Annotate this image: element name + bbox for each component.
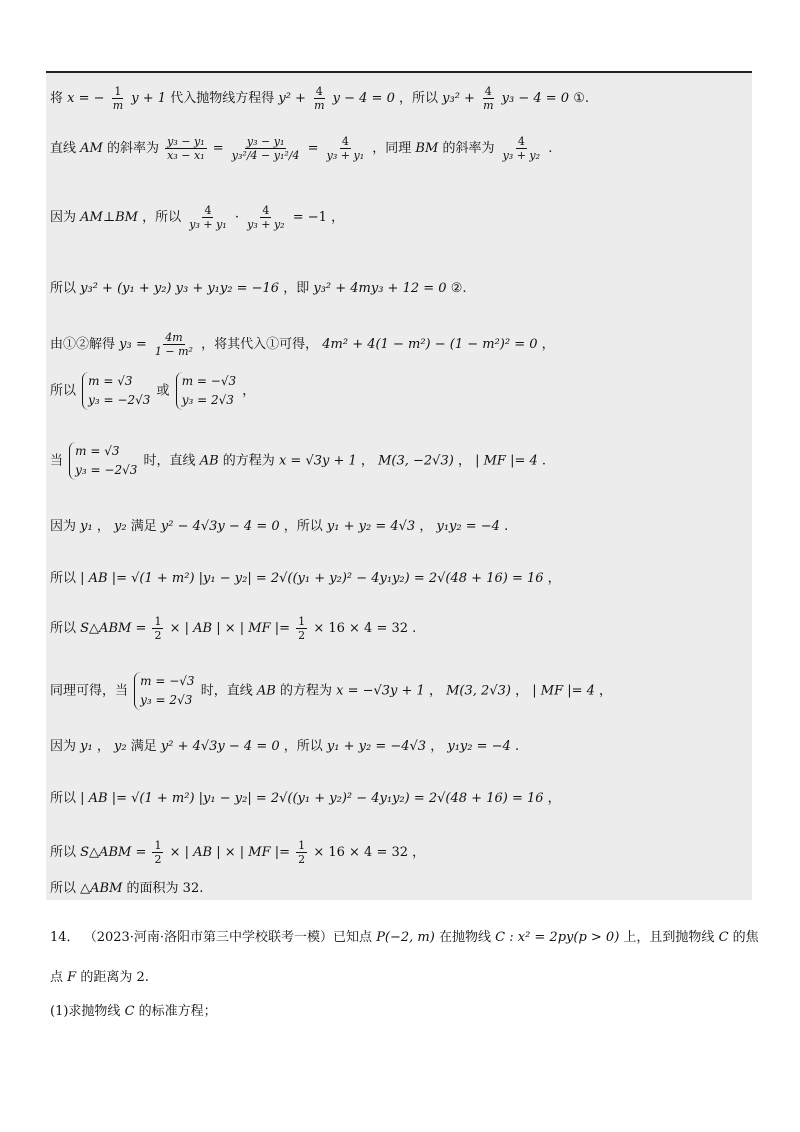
text: 或	[156, 383, 170, 399]
math: C	[718, 930, 729, 945]
math: x = −	[67, 91, 105, 106]
text: ，所以	[283, 519, 323, 534]
question-number: 14．	[50, 930, 80, 945]
text: ，	[547, 571, 561, 586]
text: ②.	[450, 281, 467, 296]
solution-line-2: 直线 AM 的斜率为 $\frac{\text{y₃ − y₁}}{\text{x₃ − x₁}}$ = $\frac{\text{y₃ − y₁}}{\text{y₃²/4 − y₁²/4}}$ = $\frac{4}{\text{y₃ + y₁}}$ ，同理 BM 的斜率为 $\frac{4}{\text{y₃ + y₂}}$ .	[50, 135, 553, 162]
math: y₃² + (y₁ + y₂) y₃ + y₁y₂ = −16	[80, 281, 280, 296]
solution-line-6	[50, 372, 255, 410]
solution-line-3: 因为 AM⊥BM ，所以 $\frac{4}{\text{y₃ + y₁}}$ · $\frac{4}{\text{y₃ + y₂}}$ = −1 ，	[50, 204, 345, 231]
text: 所以	[50, 791, 77, 806]
math: x = −√3y + 1	[336, 683, 425, 699]
fraction: $\frac{1}{2}$	[298, 839, 306, 866]
math: y₁ + y₂ = 4√3	[326, 519, 416, 534]
text: 所以	[50, 845, 77, 860]
math: y₁ + y₂ = −4√3	[326, 739, 427, 754]
math: AB	[256, 683, 276, 699]
math: S△ABM =	[80, 621, 147, 636]
text: 将	[50, 91, 64, 106]
text: 所以	[50, 621, 77, 636]
fraction: $\frac{\text{y₃ − y₁}}{\text{y₃²/4 − y₁²/4}}$	[231, 135, 300, 162]
text: ，同理	[372, 141, 412, 156]
text: 的方程为	[222, 453, 275, 469]
text: ，	[541, 337, 555, 352]
math: M(3, 2√3)	[446, 683, 511, 699]
fraction: $\frac{4}{m}$	[314, 85, 325, 112]
text: ，	[419, 519, 433, 534]
math: F	[67, 970, 77, 985]
math: y₂	[114, 739, 127, 754]
text: .	[541, 453, 547, 469]
text: ，	[430, 739, 444, 754]
math: y − 4 = 0	[332, 91, 395, 106]
math: △ABM	[80, 881, 123, 896]
text: ，	[96, 739, 110, 754]
solution-line-5	[50, 332, 555, 357]
case-brace: m = −√3 y₃ = 2√3	[134, 672, 194, 710]
text: 上，且到抛物线	[623, 930, 715, 945]
text: 在抛物线	[438, 930, 491, 945]
text: 直线	[50, 141, 77, 156]
case-brace: m = √3 y₃ = −2√3	[69, 442, 137, 480]
text: ①.	[573, 91, 590, 106]
text: 时，直线	[200, 683, 253, 699]
math: | MF |= 4	[532, 683, 595, 699]
math: y² − 4√3y − 4 = 0	[160, 519, 280, 534]
text: ，所以	[142, 210, 182, 225]
math: × | AB | × | MF |=	[169, 845, 291, 860]
math: BM	[415, 141, 439, 156]
fraction: $\frac{1}{2}$	[154, 615, 162, 642]
text: 满足	[130, 739, 157, 754]
text: .	[514, 739, 520, 754]
question-14-line-2	[50, 966, 149, 985]
text: 的斜率为	[442, 141, 495, 156]
text: 当	[50, 453, 64, 469]
text: 的标准方程；	[138, 1004, 217, 1019]
text: ，	[547, 791, 561, 806]
text: 的方程为	[279, 683, 332, 699]
text: ，所以	[283, 739, 323, 754]
solution-line-10	[50, 616, 416, 641]
text: 所以	[50, 281, 77, 296]
text: 的距离为 2.	[80, 970, 149, 985]
solution-line-8	[50, 520, 508, 533]
fraction: $\frac{4}{\text{y₃ + y₁}}$	[326, 135, 365, 162]
solution-line-15	[50, 882, 203, 895]
fraction: $\frac{4}{\text{y₃ + y₂}}$	[502, 135, 541, 162]
text: 的面积为 32.	[126, 881, 204, 896]
math: × 16 × 4 = 32	[313, 621, 409, 636]
text: 的斜率为	[107, 141, 160, 156]
text: (1)求抛物线	[50, 1004, 121, 1019]
math: | MF |= 4	[475, 453, 538, 469]
math: AB	[199, 453, 219, 469]
text: ，	[242, 383, 256, 399]
math: y² + 4√3y − 4 = 0	[160, 739, 280, 754]
math: AM⊥BM	[80, 210, 138, 225]
solution-line-4	[50, 282, 467, 295]
text: ，	[515, 683, 529, 699]
solution-panel	[46, 73, 752, 900]
fraction: $\frac{1}{2}$	[154, 839, 162, 866]
case-brace: m = −√3 y₃ = 2√3	[176, 372, 236, 410]
math: y₁	[80, 739, 93, 754]
solution-line-11	[50, 672, 612, 710]
math: AM	[80, 141, 103, 156]
text: .	[548, 141, 553, 156]
solution-line-14	[50, 840, 425, 865]
fraction: $\frac{4}{m}$	[483, 85, 494, 112]
fraction: $\frac{1}{2}$	[298, 615, 306, 642]
math: y₃ − 4 = 0	[501, 91, 570, 106]
text: 由①②解得	[50, 337, 116, 352]
math: y² +	[278, 91, 311, 106]
text: 同理可得，当	[50, 683, 129, 699]
math: y₃² +	[442, 91, 480, 106]
math: y₁	[80, 519, 93, 534]
solution-line-1	[50, 86, 589, 111]
text: 所以	[50, 571, 77, 586]
text: 因为	[50, 519, 77, 534]
text: .	[412, 621, 417, 636]
math: S△ABM =	[80, 845, 147, 860]
text: 的焦	[732, 930, 759, 945]
text: ，	[428, 683, 442, 699]
case-brace: m = √3 y₃ = −2√3	[82, 372, 150, 410]
math: y₁y₂ = −4	[447, 739, 511, 754]
question-source: （2023·河南·洛阳市第三中学校联考一模）已知点	[83, 930, 373, 945]
solution-line-9	[50, 572, 561, 585]
math: = −1	[292, 210, 327, 225]
text: 时，直线	[143, 453, 196, 469]
text: ，	[360, 453, 374, 469]
math: y₃ =	[119, 337, 147, 352]
math: x = √3y + 1	[278, 453, 357, 469]
math: y₁y₂ = −4	[436, 519, 500, 534]
text: ，	[412, 845, 426, 860]
text: ，即	[283, 281, 310, 296]
fraction: $\frac{1}{m}$	[112, 85, 124, 112]
solution-line-12	[50, 740, 519, 753]
math: | AB |= √(1 + m²) |y₁ − y₂| = 2√((y₁ + y₂)² − 4y₁y₂) = 2√(48 + 16) = 16	[80, 571, 544, 586]
text: ，	[96, 519, 110, 534]
math: M(3, −2√3)	[378, 453, 454, 469]
math: C : x² = 2py(p > 0)	[495, 930, 620, 945]
fraction: $\frac{4}{\text{y₃ + y₁}}$	[189, 204, 227, 231]
text: .	[504, 519, 509, 534]
fraction: $\frac{\text{y₃ − y₁}}{\text{x₃ − x₁}}$	[167, 135, 205, 162]
math: C	[124, 1004, 135, 1019]
text: ，	[457, 453, 471, 469]
math: y₂	[114, 519, 127, 534]
text: 点	[50, 970, 64, 985]
math: × | AB | × | MF |=	[169, 621, 291, 636]
solution-line-13	[50, 792, 561, 805]
fraction: $\frac{4}{\text{y₃ + y₂}}$	[247, 204, 285, 231]
text: 所以	[50, 881, 77, 896]
question-14-part-1	[50, 1000, 217, 1019]
solution-line-7	[50, 442, 546, 480]
text: ，所以	[398, 91, 438, 106]
math: y + 1	[131, 91, 167, 106]
question-14-line-1	[50, 926, 759, 945]
text: 因为	[50, 739, 77, 754]
math: y₃² + 4my₃ + 12 = 0	[313, 281, 447, 296]
math: × 16 × 4 = 32	[313, 845, 409, 860]
text: 代入抛物线方程得	[170, 91, 275, 106]
text: 所以	[50, 383, 77, 399]
text: ，将其代入①可得，	[201, 337, 319, 352]
text: ，	[331, 210, 345, 225]
text: ，	[599, 683, 613, 699]
math: | AB |= √(1 + m²) |y₁ − y₂| = 2√((y₁ + y₂)² − 4y₁y₂) = 2√(48 + 16) = 16	[80, 791, 544, 806]
fraction: $\frac{4m}{\text{1 − m²}}$	[154, 331, 193, 358]
math: 4m² + 4(1 − m²) − (1 − m²)² = 0	[322, 337, 538, 352]
text: 因为	[50, 210, 77, 225]
math: P(−2, m)	[376, 930, 435, 945]
text: 满足	[130, 519, 157, 534]
